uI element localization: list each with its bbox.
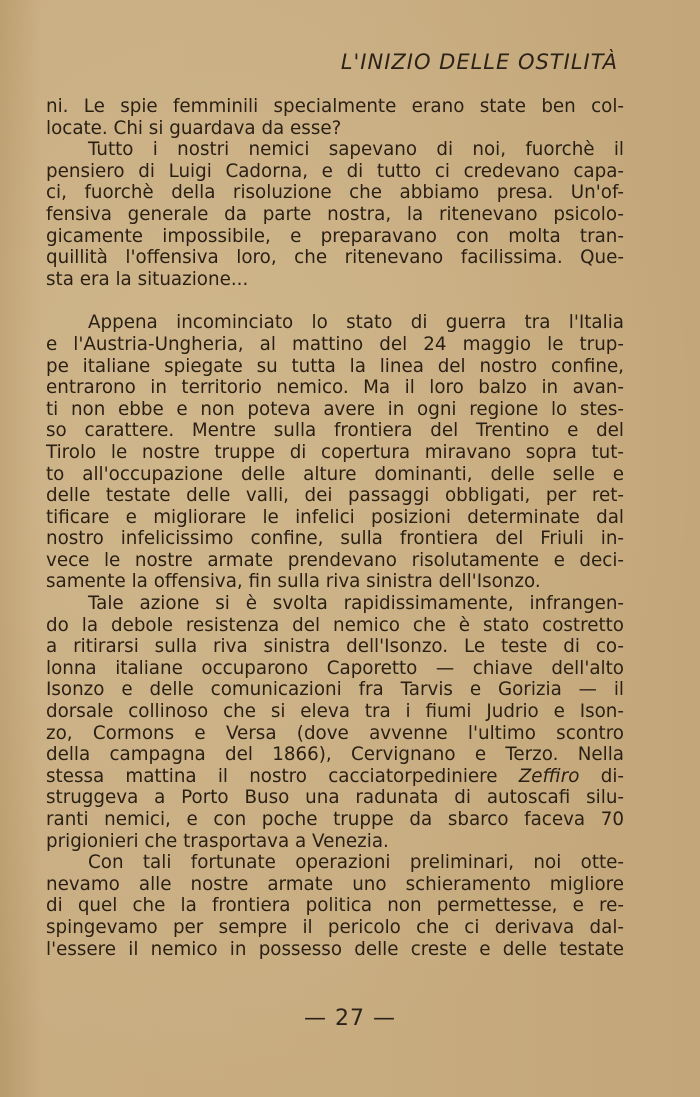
text-line: struggeva a Porto Buso una radunata di autoscafi silu- [46,787,624,809]
text-line: Tirolo le nostre truppe di copertura miravano sopra tut- [46,441,624,463]
text-line: pensiero di Luigi Cadorna, e di tutto ci credevano capa- [46,160,624,182]
running-head: L'INIZIO DELLE OSTILITÀ [340,50,618,74]
text-line: Isonzo e delle comunicazioni fra Tarvis e Gorizia — il [46,679,624,701]
text-line: Tale azione si è svolta rapidissimamente, infrangen- [88,593,624,615]
text-line: do la debole resistenza del nemico che è stato costretto [46,614,624,636]
paragraph [46,312,624,593]
text-line: to all'occupazione delle alture dominanti, delle selle e [46,463,624,485]
text-line: prigionieri che trasportava a Venezia. [46,830,389,852]
paragraph [46,139,624,290]
text-line: ni. Le spie femminili specialmente erano state ben col- [46,96,624,117]
text-line: vece le nostre armate prendevano risolutamente e deci- [46,549,624,571]
text-line: delle testate delle valli, dei passaggi obbligati, per ret- [46,485,624,507]
text-line: nevamo alle nostre armate uno schieramento migliore [46,873,624,895]
text-line: samente la offensiva, fin sulla riva sinistra dell'Isonzo. [46,571,541,593]
page-number: — 27 — [304,1006,396,1031]
ship-name: Zeffiro [518,765,580,787]
text-line: e l'Austria-Ungheria, al mattino del 24 maggio le trup- [46,333,624,355]
text-line: entrarono in territorio nemico. Ma il loro balzo in avan- [46,377,624,399]
paragraph [46,96,624,139]
text-line: Appena incominciato lo stato di guerra tra l'Italia [88,312,624,334]
paragraph [46,852,624,960]
text-line: tificare e migliorare le infelici posizioni determinate dal [46,506,624,528]
text-line: fensiva generale da parte nostra, la ritenevano psicolo- [46,203,624,225]
text-line: ci, fuorchè della risoluzione che abbiamo presa. Un'of- [46,182,624,204]
text-line: lonna italiane occuparono Caporetto — chiave dell'alto [46,657,624,679]
section-gap [46,290,624,312]
text-line: nostro infelicissimo confine, sulla frontiera del Friuli in- [46,528,624,550]
text-line: di quel che la frontiera politica non permettesse, e re- [46,895,624,917]
text-line: so carattere. Mentre sulla frontiera del Trentino e del [46,420,624,442]
text-line: Con tali fortunate operazioni preliminari, noi otte- [88,852,624,874]
text-line: zo, Cormons e Versa (dove avvenne l'ultimo scontro [46,722,624,744]
text-line: gicamente impossibile, e preparavano con molta tran- [46,225,624,247]
text-line: a ritirarsi sulla riva sinistra dell'Isonzo. Le teste di co- [46,636,624,658]
text-line: della campagna del 1866), Cervignano e Terzo. Nella [46,744,624,766]
paragraph [46,593,624,852]
text-line: l'essere il nemico in possesso delle creste e delle testate [46,938,624,960]
body-text [46,96,624,960]
text-line: sta era la situazione... [46,268,249,290]
text-line: spingevamo per sempre il pericolo che ci derivava dal- [46,916,624,938]
text-line: locate. Chi si guardava da esse? [46,117,342,139]
text-line: ranti nemici, e con poche truppe da sbarco faceva 70 [46,809,624,830]
text-line: stessa mattina il nostro cacciatorpediniere Zeffiro di- [46,765,625,787]
text-line: dorsale collinoso che si eleva tra i fiumi Judrio e Ison- [46,701,624,723]
text-line: quillità l'offensiva loro, che ritenevano facilissima. Que- [46,247,624,269]
text-line: ti non ebbe e non poteva avere in ogni regione lo stes- [46,398,624,420]
text-line: pe italiane spiegate su tutta la linea del nostro confine, [46,355,624,377]
text-line: Tutto i nostri nemici sapevano di noi, fuorchè il [88,139,624,161]
